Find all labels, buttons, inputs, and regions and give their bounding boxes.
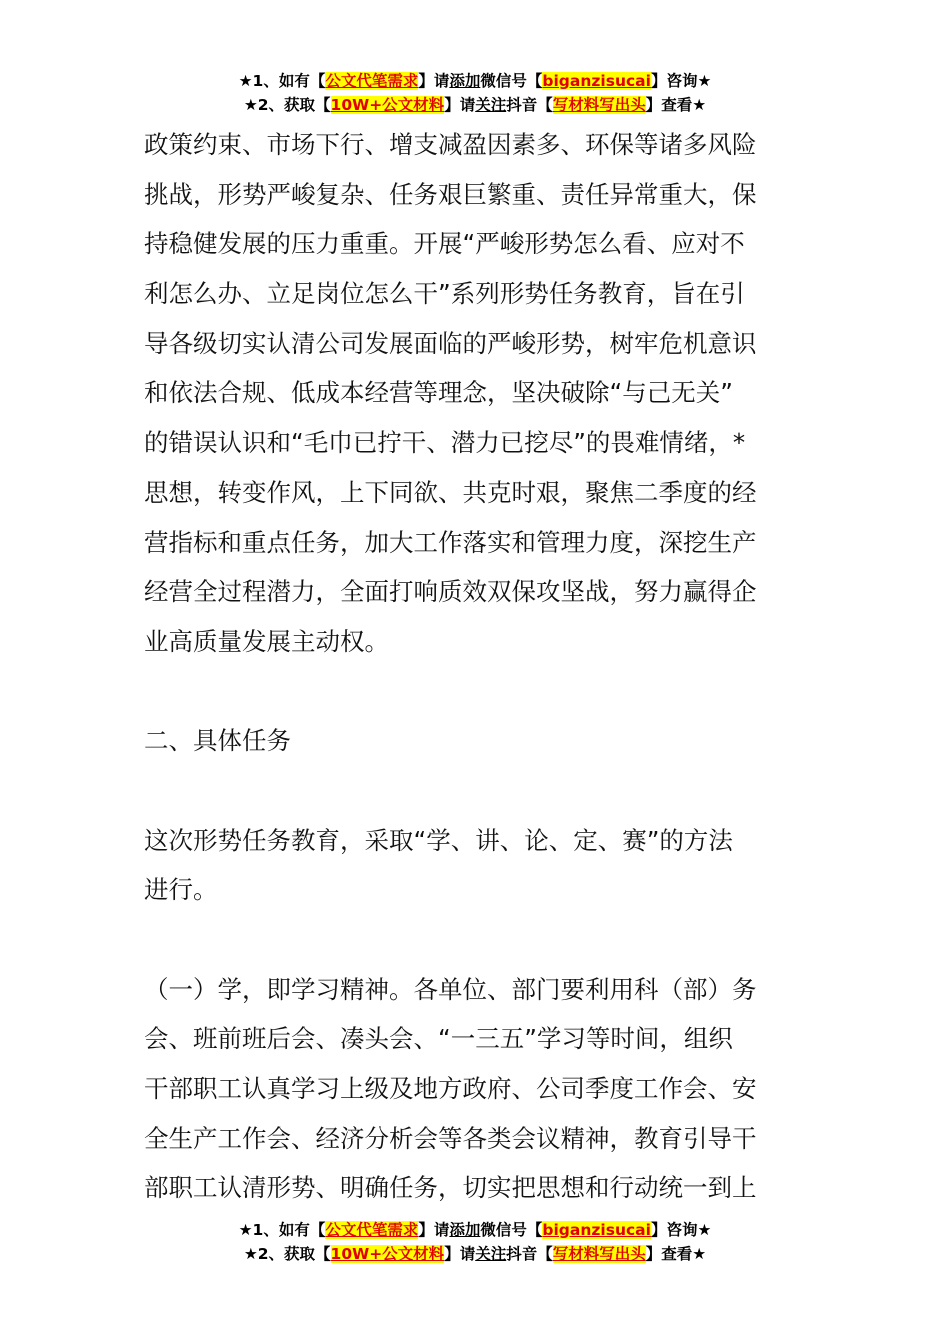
text: ★2、获取【	[243, 96, 331, 114]
text-line: 这次形势任务教育，采取“学、讲、论、定、赛”的方法	[144, 825, 733, 855]
text: 】请	[444, 1245, 476, 1263]
footer-banner	[0, 1218, 950, 1266]
wechat-id: biganzisucai	[542, 72, 651, 90]
text-line: 营指标和重点任务，加大工作落实和管理力度，深挖生产	[144, 527, 757, 557]
highlight-text: 公文代笔需求	[325, 72, 419, 90]
text-line: 和依法合规、低成本经营等理念，坚决破除“与己无关”	[144, 378, 733, 408]
text-line: 持稳健发展的压力重重。开展“严峻形势怎么看、应对不	[144, 229, 745, 259]
text-line: 全生产工作会、经济分析会等各类会议精神，教育引导干	[144, 1123, 757, 1153]
text-line	[144, 667, 824, 717]
underlined-text: 添加	[449, 72, 481, 90]
text: 抖音【	[506, 1245, 553, 1263]
text-line: 利怎么办、立足岗位怎么干”系列形势任务教育，旨在引	[144, 279, 745, 309]
text: 】请	[418, 1221, 450, 1239]
text-line: 导各级切实认清公司发展面临的严峻形势，树牢危机意识	[144, 328, 757, 358]
highlight-text: 公文代笔需求	[325, 1221, 419, 1239]
underlined-text: 添加	[449, 1221, 481, 1239]
text-line: 干部职工认真学习上级及地方政府、公司季度工作会、安	[144, 1074, 757, 1104]
section-heading: 二、具体任务	[144, 726, 291, 756]
banner-line-1	[0, 1218, 950, 1242]
text-line	[144, 766, 824, 816]
text-line: （一）学，即学习精神。各单位、部门要利用科（部）务	[144, 974, 757, 1004]
text: ★1、如有【	[238, 1221, 326, 1239]
text-line: 会、班前班后会、凑头会、“一三五”学习等时间，组织	[144, 1024, 733, 1054]
text-line	[144, 915, 824, 965]
wechat-id: biganzisucai	[542, 1221, 651, 1239]
banner-line-1	[0, 69, 950, 93]
highlight-text: 10W+公文材料	[330, 96, 445, 114]
text: 】查看★	[645, 96, 707, 114]
document-body	[144, 120, 824, 1213]
text: 微信号【	[480, 72, 543, 90]
text: 】咨询★	[650, 72, 712, 90]
text: 微信号【	[480, 1221, 543, 1239]
text: 】请	[418, 72, 450, 90]
underlined-text: 关注	[475, 1245, 507, 1263]
text: ★2、获取【	[243, 1245, 331, 1263]
text: 】咨询★	[650, 1221, 712, 1239]
underlined-text: 关注	[475, 96, 507, 114]
text-line: 进行。	[144, 875, 218, 905]
text: 抖音【	[506, 96, 553, 114]
header-banner	[0, 69, 950, 117]
text: 】查看★	[645, 1245, 707, 1263]
text-line: 的错误认识和“毛巾已拧干、潜力已挖尽”的畏难情绪，*	[144, 428, 746, 458]
text-line: 经营全过程潜力，全面打响质效双保攻坚战，努力赢得企	[144, 577, 757, 607]
text: 】请	[444, 96, 476, 114]
text-line: 挑战，形势严峻复杂、任务艰巨繁重、责任异常重大，保	[144, 179, 757, 209]
text-line: 业高质量发展主动权。	[144, 626, 389, 656]
text-line: 政策约束、市场下行、增支减盈因素多、环保等诸多风险	[144, 130, 757, 159]
douyin-id: 写材料写出头	[552, 1245, 646, 1263]
banner-line-2	[0, 1242, 950, 1266]
highlight-text: 10W+公文材料	[330, 1245, 445, 1263]
text-line: 部职工认清形势、明确任务，切实把思想和行动统一到上	[144, 1173, 757, 1203]
douyin-id: 写材料写出头	[552, 96, 646, 114]
text: ★1、如有【	[238, 72, 326, 90]
text-line: 思想，转变作风，上下同欲、共克时艰，聚焦二季度的经	[144, 477, 757, 507]
banner-line-2	[0, 93, 950, 117]
